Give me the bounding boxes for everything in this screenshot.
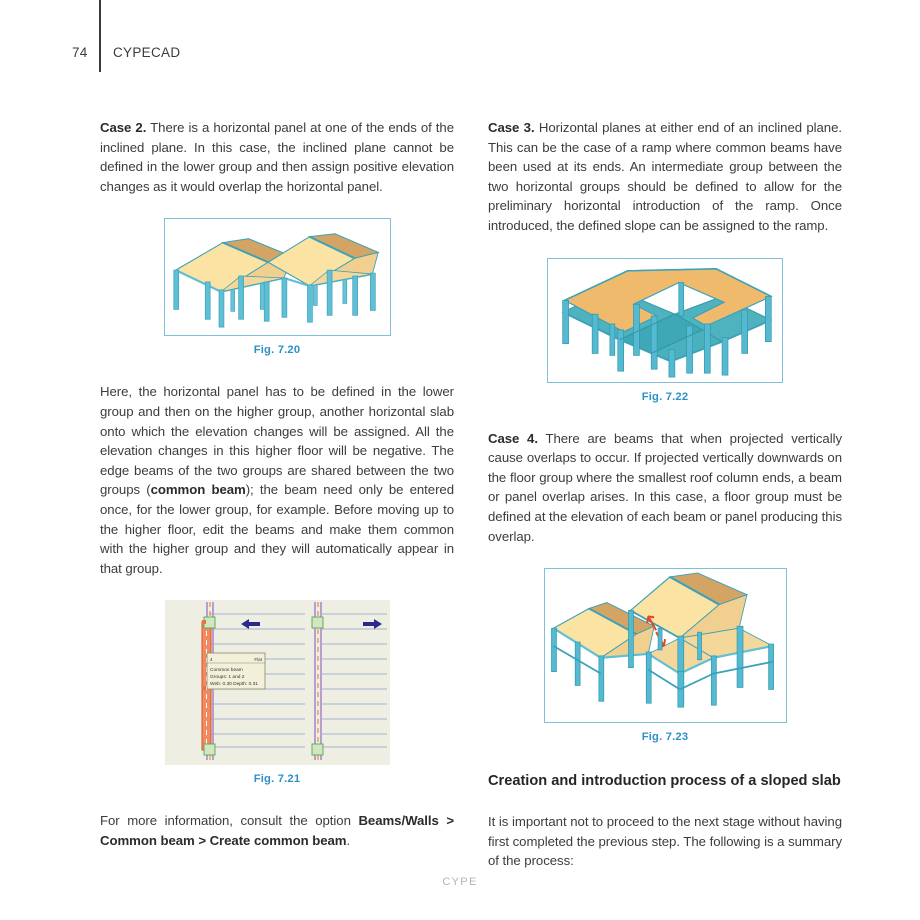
cypecad-plan-screenshot-icon [165, 600, 390, 765]
case-2-label: Case 2. [100, 120, 147, 135]
case-2-text: There is a horizontal panel at one of the ends of the inclined plane. In this case, the inclined plane cannot be defined in the lower group and then assign positive elevation changes as it would overlap the horizontal panel. [100, 120, 454, 194]
figure-7-22 [488, 258, 842, 403]
common-beam-paragraph [100, 382, 454, 578]
figure-7-20-caption: Fig. 7.20 [253, 344, 301, 357]
figure-7-23 [488, 568, 842, 743]
svg-text:Flat: Flat [253, 657, 262, 663]
case-4-label: Case 4. [488, 430, 538, 446]
page-footer-brand: CYPE [442, 876, 478, 888]
case-2-paragraph [100, 118, 454, 196]
page-number: 74 [72, 45, 88, 60]
closing-paragraph: It is important not to proceed to the next stage without having first completed the previous step. The following is a summary of the process: [488, 814, 842, 869]
more-info-menu-path: Beams/Walls > Common beam > Create common beam [100, 813, 454, 848]
figure-7-23-image [544, 568, 787, 723]
more-info-text-part-1: For more information, consult the option [100, 813, 359, 829]
case-3-label: Case 3. [488, 120, 535, 135]
common-beam-bold: common beam [150, 482, 246, 498]
case-3-text: Horizontal planes at either end of an inclined plane. This can be the case of a ramp where common beams have been used at its ends. An intermediate group between the two horizontal groups should be defined to allow for the preliminary horizontal introduction of the ramp. Once introduced, the defined slope can be assigned to the ramp. [488, 120, 842, 233]
svg-text:Common beam: Common beam [209, 668, 243, 674]
svg-text:4: 4 [209, 657, 213, 663]
figure-7-21 [100, 600, 454, 785]
svg-text:Groups: 1 and 2: Groups: 1 and 2 [209, 675, 244, 681]
common-beam-tooltip [207, 653, 265, 689]
figure-7-22-caption: Fig. 7.22 [641, 390, 689, 403]
figure-7-22-image [547, 258, 783, 383]
figure-7-21-image [165, 600, 390, 765]
common-beam-text-part-2: ); the beam need only be entered once, for the lower group, for example. Before moving up to the higher floor, edit the beams and make them common with the higher group and they will automatically appear in that group. [100, 482, 454, 576]
svg-text:Web: 0.30 Depth: 0.31: Web: 0.30 Depth: 0.31 [209, 682, 258, 688]
figure-7-21-caption: Fig. 7.21 [253, 773, 301, 786]
figure-7-20-image [164, 218, 391, 336]
figure-7-20 [100, 218, 454, 356]
right-column [488, 118, 842, 871]
page-header [0, 0, 920, 78]
common-beam-text-part-1: Here, the horizontal panel has to be defined in the lower group and then on the higher group, another horizontal slab onto which the elevation changes will be assigned. All the elevation changes in this higher floor will be negative. The edge beams of the two groups are shared between the two groups ( [100, 384, 454, 498]
page-section-heading: Creation and introduction process of a sloped slab [488, 773, 841, 790]
more-info-text-part-2: . [346, 832, 351, 848]
hipped-roofs-diagram-icon [165, 219, 390, 335]
figure-7-23-caption: Fig. 7.23 [641, 731, 689, 744]
left-column [100, 118, 454, 851]
case-4-text: There are beams that when projected vertically cause overlaps to occur. If projected vertically downwards on the floor group where the smallest roof column ends, a beam or panel overlap arises. In this case, a floor group must be defined at the elevation of each beam or panel producing this overlap. [488, 430, 842, 544]
overlapping-roofs-diagram-icon [545, 569, 786, 722]
case-4-paragraph [488, 429, 842, 547]
header-vertical-rule [99, 0, 101, 72]
case-3-paragraph [488, 118, 842, 236]
header-title: CYPECAD [113, 45, 181, 60]
more-info-paragraph [100, 811, 454, 850]
ramp-structure-diagram-icon [548, 259, 782, 382]
